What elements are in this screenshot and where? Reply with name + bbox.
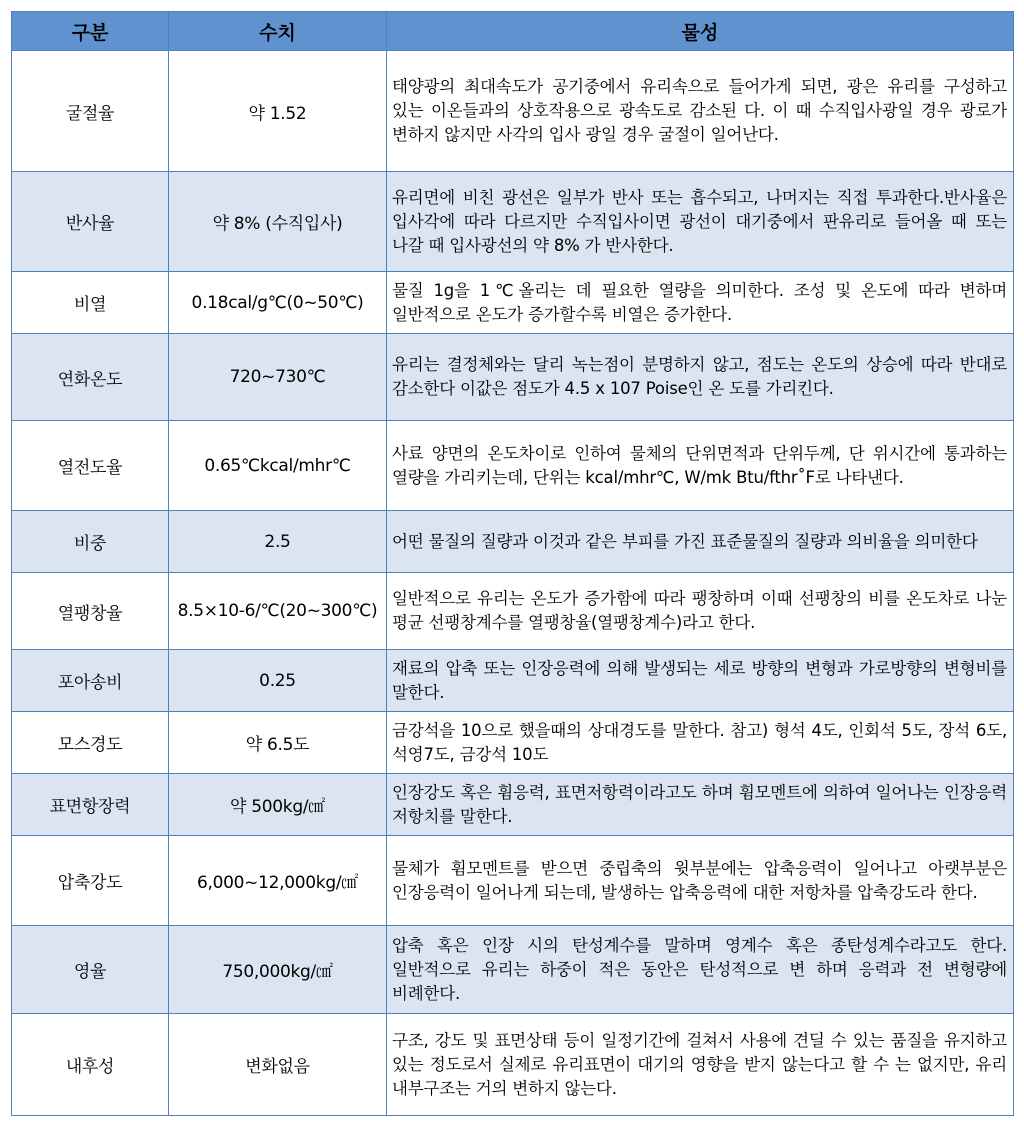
row-value: 8.5×10-6/℃(20~300℃)	[169, 573, 387, 650]
row-name: 포아송비	[12, 650, 169, 712]
row-value: 0.18cal/g℃(0~50℃)	[169, 272, 387, 334]
row-description: 어떤 물질의 질량과 이것과 같은 부피를 가진 표준물질의 질량과 의비율을 의미한다	[387, 511, 1014, 573]
row-name: 반사율	[12, 172, 169, 272]
row-name: 모스경도	[12, 712, 169, 774]
table-row	[12, 712, 1014, 774]
row-description: 유리면에 비친 광선은 일부가 반사 또는 흡수되고, 나머지는 직접 투과한다.반사율은 입사각에 따라 다르지만 수직입사이면 광선이 대기중에서 판유리로 들어올 때 또는 나갈 때 입사광선의 약 8% 가 반사한다.	[387, 172, 1014, 272]
row-value: 720~730℃	[169, 334, 387, 421]
table-row	[12, 334, 1014, 421]
table-row	[12, 573, 1014, 650]
row-name: 연화온도	[12, 334, 169, 421]
row-description: 사료 양면의 온도차이로 인하여 물체의 단위면적과 단위두께, 단 위시간에 통과하는 열량을 가리키는데, 단위는 kcal/mhr℃, W/mk Btu/fthr˚F로 나타낸다.	[387, 421, 1014, 511]
row-name: 굴절율	[12, 51, 169, 172]
row-name: 비중	[12, 511, 169, 573]
row-value: 750,000kg/㎠	[169, 926, 387, 1014]
table-row	[12, 421, 1014, 511]
row-description: 압축 혹은 인장 시의 탄성계수를 말하며 영계수 혹은 종탄성계수라고도 한다.일반적으로 유리는 하중이 적은 동안은 탄성적으로 변 하며 응력과 전 변형량에 비례한다.	[387, 926, 1014, 1014]
row-value: 약 1.52	[169, 51, 387, 172]
row-description: 물체가 휨모멘트를 받으면 중립축의 윗부분에는 압축응력이 일어나고 아랫부분은 인장응력이 일어나게 되는데, 발생하는 압축응력에 대한 저항차를 압축강도라 한다.	[387, 836, 1014, 926]
row-description: 물질 1g을 1℃올리는 데 필요한 열량을 의미한다. 조성 및 온도에 따라 변하며 일반적으로 온도가 증가할수록 비열은 증가한다.	[387, 272, 1014, 334]
row-description: 유리는 결정체와는 달리 녹는점이 분명하지 않고, 점도는 온도의 상승에 따라 반대로 감소한다 이값은 점도가 4.5 x 107 Poise인 온 도를 가리킨다.	[387, 334, 1014, 421]
row-value: 0.65℃kcal/mhr℃	[169, 421, 387, 511]
row-name: 영율	[12, 926, 169, 1014]
table-row	[12, 836, 1014, 926]
row-value: 약 6.5도	[169, 712, 387, 774]
row-name: 비열	[12, 272, 169, 334]
row-description: 일반적으로 유리는 온도가 증가함에 따라 팽창하며 이때 선팽창의 비를 온도차로 나눈 평균 선팽창계수를 열팽창율(열팽창계수)라고 한다.	[387, 573, 1014, 650]
row-value: 2.5	[169, 511, 387, 573]
row-name: 표면항장력	[12, 774, 169, 836]
row-value: 변화없음	[169, 1014, 387, 1116]
row-name: 열팽창율	[12, 573, 169, 650]
row-description: 인장강도 혹은 휨응력, 표면저항력이라고도 하며 휨모멘트에 의하여 일어나는 인장응력 저항치를 말한다.	[387, 774, 1014, 836]
table-row	[12, 926, 1014, 1014]
row-name: 압축강도	[12, 836, 169, 926]
row-value: 6,000~12,000kg/㎠	[169, 836, 387, 926]
glass-properties-table	[11, 11, 1014, 1116]
row-value: 약 8% (수직입사)	[169, 172, 387, 272]
table-row	[12, 650, 1014, 712]
row-description: 재료의 압축 또는 인장응력에 의해 발생되는 세로 방향의 변형과 가로방향의 변형비를 말한다.	[387, 650, 1014, 712]
header-category: 구분	[12, 12, 169, 51]
row-value: 약 500kg/㎠	[169, 774, 387, 836]
table-row	[12, 51, 1014, 172]
row-description: 금강석을 10으로 했을때의 상대경도를 말한다. 참고) 형석 4도, 인회석 5도, 장석 6도, 석영7도, 금강석 10도	[387, 712, 1014, 774]
row-name: 내후성	[12, 1014, 169, 1116]
row-description: 구조, 강도 및 표면상태 등이 일정기간에 걸쳐서 사용에 견딜 수 있는 품질을 유지하고 있는 정도로서 실제로 유리표면이 대기의 영향을 받지 않는다고 할 수 는 없지만, 유리 내부구조는 거의 변하지 않는다.	[387, 1014, 1014, 1116]
table-row	[12, 1014, 1014, 1116]
row-name: 열전도율	[12, 421, 169, 511]
table-row	[12, 511, 1014, 573]
table-row	[12, 172, 1014, 272]
header-property: 물성	[387, 12, 1014, 51]
table-header-row	[12, 12, 1014, 51]
header-value: 수치	[169, 12, 387, 51]
table-row	[12, 272, 1014, 334]
glass-properties-table-container	[11, 11, 1013, 1116]
row-value: 0.25	[169, 650, 387, 712]
table-row	[12, 774, 1014, 836]
row-description: 태양광의 최대속도가 공기중에서 유리속으로 들어가게 되면, 광은 유리를 구성하고 있는 이온들과의 상호작용으로 광속도로 감소된 다. 이 때 수직입사광일 경우 광로가 변하지 않지만 사각의 입사 광일 경우 굴절이 일어난다.	[387, 51, 1014, 172]
